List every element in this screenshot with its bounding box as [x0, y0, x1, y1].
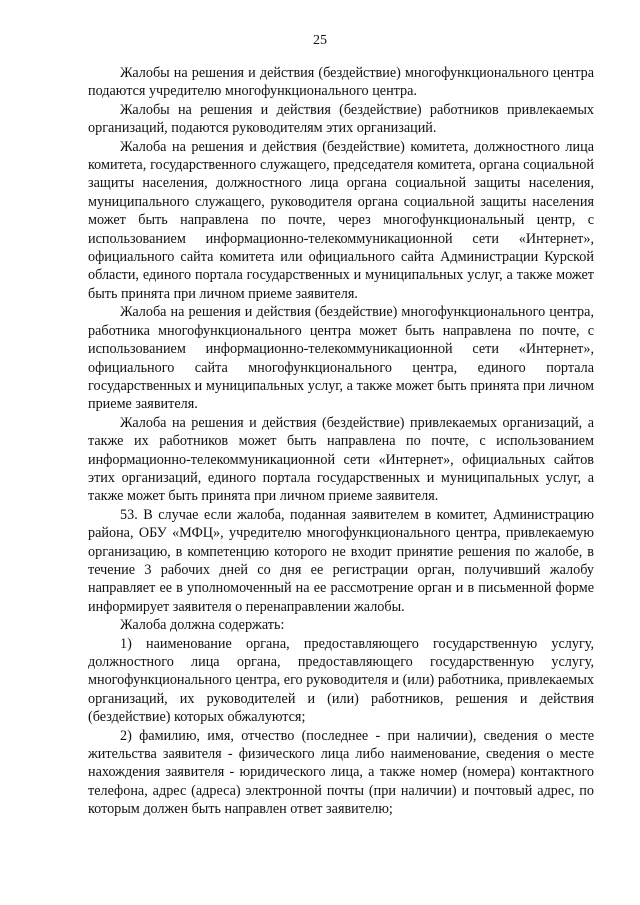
- paragraph: Жалоба должна содержать:: [120, 617, 285, 634]
- paragraph: Жалоба на решения и действия (бездействие) комитета, должностного лица комитета, государственного служащего, председателя комитета, органа социальной защиты населения, должностного лица органа социальной защиты населения, муниципального служащего, руководителя органа социальной защиты населения может быть направлена по почте, через многофункциональный центр, с использованием информационно-телекоммуникационной сети «Интернет», официального сайта комитета или официального сайта Администрации Курской области, единого портала государственных и муниципальных услуг, а также может быть принята при личном приеме заявителя.: [88, 138, 594, 302]
- numbered-paragraph-53: 53. В случае если жалоба, поданная заявителем в комитет, Администрацию района, ОБУ «МФЦ», учредителю многофункционального центра, привлекаемую организацию, в компетенцию которого не входит принятие решения по жалобе, в течение 3 рабочих дней со дня ее регистрации орган, получивший жалобу направляет ее в уполномоченный на ее рассмотрение орган и в письменной форме информирует заявителя о перенаправлении жалобы.: [88, 506, 594, 615]
- list-item: 1) наименование органа, предоставляющего государственную услугу, должностного лица органа, предоставляющего государственную услугу, многофункционального центра, его руководителя и (или) работника, привлекаемых организаций, их руководителей и (или) работников, решения и действия (бездействие) которых обжалуются;: [88, 635, 594, 726]
- paragraph: Жалобы на решения и действия (бездействие) многофункционального центра подаются учредителю многофункционального центра.: [88, 65, 594, 100]
- page-number: 25: [313, 33, 327, 48]
- document-body: [88, 64, 594, 819]
- paragraph: Жалоба на решения и действия (бездействие) привлекаемых организаций, а также их работников может быть направлена по почте, с использованием информационно-телекоммуникационной сети «Интернет», официальных сайтов этих организаций, единого портала государственных и муниципальных услуг, а также может быть принята при личном приеме заявителя.: [88, 414, 594, 505]
- paragraph: Жалобы на решения и действия (бездействие) работников привлекаемых организаций, подаются руководителям этих организаций.: [88, 101, 594, 137]
- paragraph: Жалоба на решения и действия (бездействие) многофункционального центра, работника многофункционального центра может быть направлена по почте, с использованием информационно-телекоммуникационной сети «Интернет», официального сайта многофункционального центра, единого портала государственных и муниципальных услуг, а также может быть принята при личном приеме заявителя.: [88, 304, 594, 413]
- list-item: 2) фамилию, имя, отчество (последнее - при наличии), сведения о месте жительства заявителя - физического лица либо наименование, сведения о месте нахождения заявителя - юридического лица, а также номер (номера) контактного телефона, адрес (адреса) электронной почты (при наличии) и почтовый адрес, по которым должен быть направлен ответ заявителю;: [88, 727, 594, 818]
